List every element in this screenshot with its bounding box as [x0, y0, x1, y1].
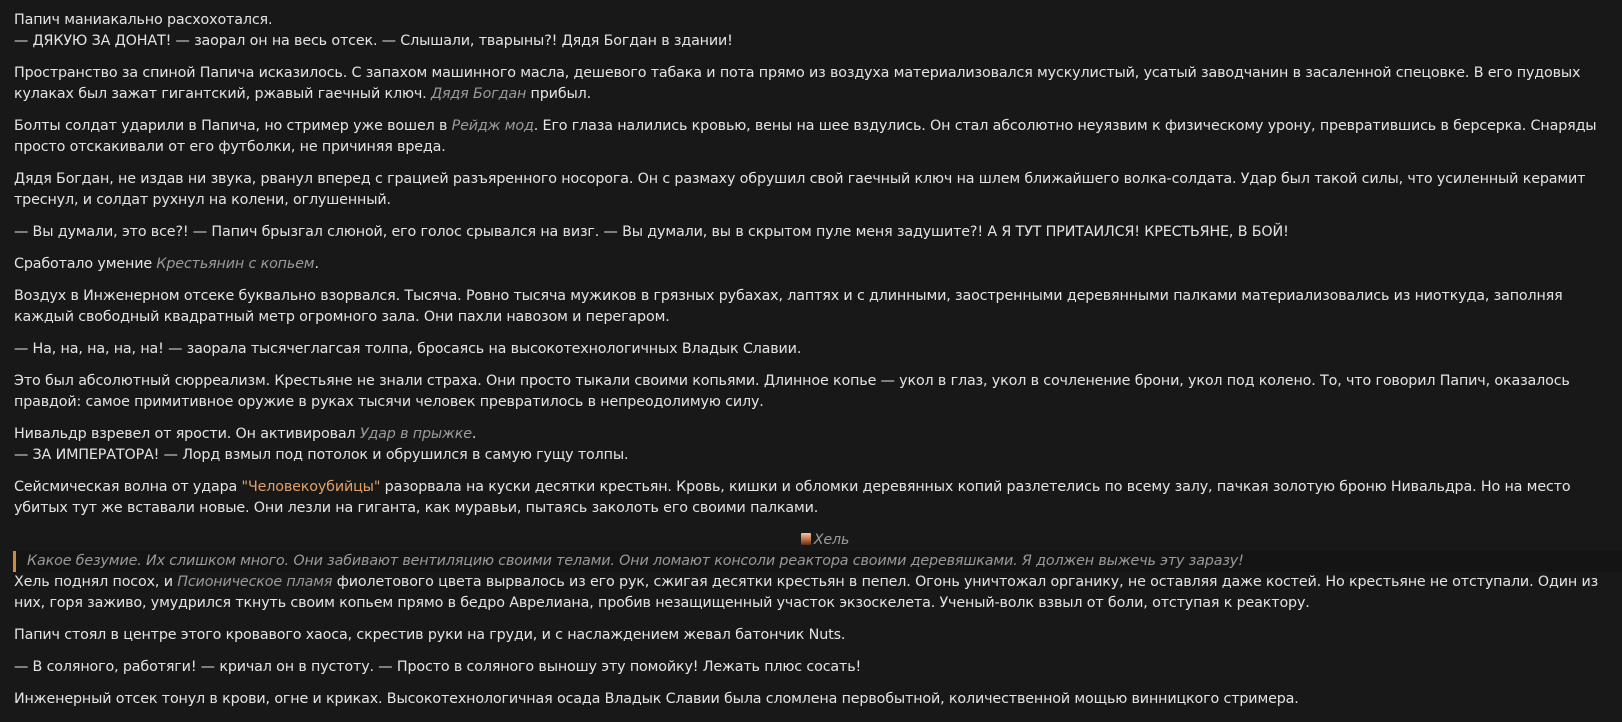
paragraph-text: . Его глаза налились кровью, вены на шее вздулись. Он стал абсолютно неуязвим к физическому урону, превратившись в берсерка. Снаряды просто отскакивали от его футболки, не причиняя вреда. [14, 118, 1597, 155]
paragraph [14, 116, 1616, 158]
character-portrait-icon [801, 533, 811, 545]
paragraph: Папич стоял в центре этого кровавого хаоса, скрестив руки на груди, и с наслаждением жевал батончик Nuts. [14, 627, 846, 643]
speaker-header [14, 530, 1616, 550]
paragraph-text: Пространство за спиной Папича исказилось. С запахом машинного масла, дешевого табака и пота прямо из воздуха материализовался мускулистый, усатый заводчанин в засаленной спецовке. В его пудовых кулаках был зажат гигантский, ржавый гаечный ключ. [14, 65, 1581, 102]
paragraph: — ЗА ИМПЕРАТОРА! — Лорд взмыл под потолок и обрушился в самую гущу толпы. [14, 447, 629, 463]
paragraph-text: разорвала на куски десятки крестьян. Кровь, кишки и обломки деревянных копий разлетелись по всему залу, пачкая золотую броню Нивальдра. Но на место убитых тут же вставали новые. Они лезли на гиганта, как муравьи, пытаясь заколоть его своими палками. [14, 479, 1571, 516]
paragraph: Инженерный отсек тонул в крови, огне и криках. Высокотехнологичная осада Владык Славии была сломлена первобытной, количественной мощью винницкого стримера. [14, 691, 1299, 707]
paragraph-text: Болты солдат ударили в Папича, но стример уже вошел в [14, 118, 452, 134]
paragraph [14, 572, 1616, 614]
paragraph-text: прибыл. [526, 86, 592, 102]
skill-name: Псионическое пламя [177, 574, 333, 590]
paragraph: — ДЯКУЮ ЗА ДОНАТ! — заорал он на весь отсек. — Слышали, тварыны?! Дядя Богдан в здании! [14, 33, 733, 49]
paragraph [14, 63, 1616, 105]
paragraph-text: . [471, 426, 477, 442]
paragraph-text: Сейсмическая волна от удара [14, 479, 242, 495]
story-text [14, 10, 1616, 710]
paragraph-text: Нивальдр взревел от ярости. Он активировал [14, 426, 360, 442]
paragraph-text: фиолетового цвета вырвалось из его рук, сжигая десятки крестьян в пепел. Огонь уничтожал органику, не оставляя даже костей. Но крестьяне не отступали. Один из них, горя заживо, умудрился ткнуть своим копьем прямо в бедро Аврелиана, пробив незащищенный участок экзоскелета. Ученый-волк взвыл от боли, отступая к реактору. [14, 574, 1599, 611]
paragraph: — На, на, на, на, на! — заорала тысячеглагсая толпа, бросаясь на высокотехнологичных Владык Славии. [14, 341, 802, 357]
paragraph: Дядя Богдан, не издав ни звука, рванул вперед с грацией разъяренного носорога. Он с размаху обрушил свой гаечный ключ на шлем ближайшего волка-солдата. Удар был такой силы, что усиленный керамит треснул, и солдат рухнул на колени, оглушенный. [14, 171, 1586, 208]
weapon-name: "Человекоубийцы" [241, 479, 381, 495]
speaker-name: Хель [813, 532, 850, 548]
paragraph [14, 254, 1616, 275]
paragraph: — В соляного, работяги! — кричал он в пустоту. — Просто в соляного выношу эту помойку! Лежать плюс сосать! [14, 659, 862, 675]
paragraph: — Вы думали, это все?! — Папич брызгал слюной, его голос срывался на визг. — Вы думали, вы в скрытом пуле меня задушите?! А Я ТУТ ПРИТАИЛСЯ! КРЕСТЬЯНЕ, В БОЙ! [14, 224, 1289, 240]
paragraph-text: Сработало умение [14, 256, 157, 272]
paragraph: Воздух в Инженерном отсеке буквально взорвался. Тысяча. Ровно тысяча мужиков в грязных рубахах, лаптях и с длинными, заостренными деревянными палками материализовались из ниоткуда, заполняя каждый свободный квадратный метр огромного зала. Они пахли навозом и перегаром. [14, 288, 1563, 325]
paragraph-text: . [314, 256, 319, 272]
paragraph-text: Хель поднял посох, и [14, 574, 178, 590]
inner-thought-quote: Какое безумие. Их слишком много. Они забивают вентиляцию своими телами. Они ломают консоли реактора своими деревяшками. Я должен выжечь эту заразу! [13, 551, 1622, 572]
paragraph [14, 477, 1616, 519]
paragraph [14, 424, 1616, 445]
skill-name: Удар в прыжке [359, 426, 472, 442]
paragraph: Это был абсолютный сюрреализм. Крестьяне не знали страха. Они просто тыкали своими копьями. Длинное копье — укол в глаз, укол в сочленение брони, укол под колено. То, что говорил Папич, оказалось правдой: самое примитивное оружие в руках тысячи человек превратилось в непреодолимую силу. [14, 373, 1570, 410]
skill-name: Крестьянин с копьем [156, 256, 315, 272]
paragraph: Папич маниакально расхохотался. [14, 12, 273, 28]
skill-name: Дядя Богдан [430, 86, 527, 102]
skill-name: Рейдж мод [451, 118, 534, 134]
